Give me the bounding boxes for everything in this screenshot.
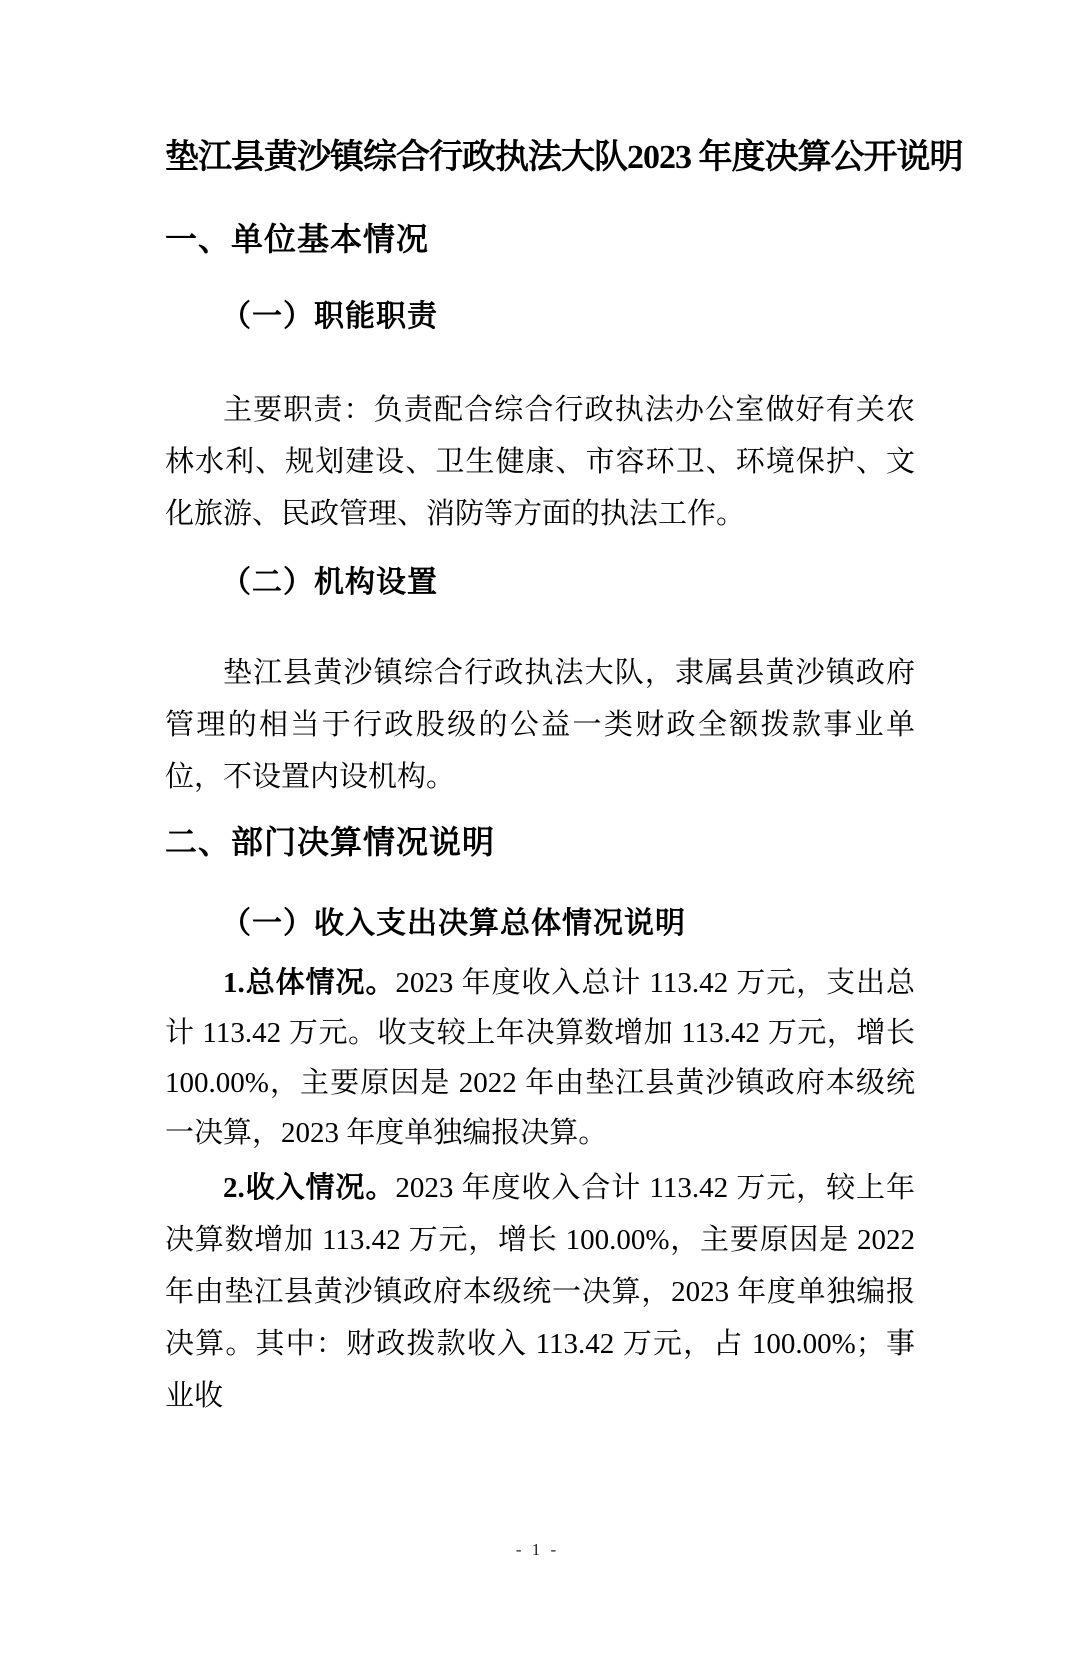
overall-situation-lead: 1.总体情况。 bbox=[223, 967, 396, 999]
page-number: - 1 - bbox=[515, 1540, 560, 1559]
section-1-sub-1-paragraph: 主要职责：负责配合综合行政执法办公室做好有关农林水利、规划建设、卫生健康、市容环卫、环境保护、文化旅游、民政管理、消防等方面的执法工作。 bbox=[165, 394, 915, 530]
section-2-heading: 二、部门决算情况说明 bbox=[165, 824, 496, 860]
section-1-sub-2-paragraph: 垫江县黄沙镇综合行政执法大队，隶属县黄沙镇政府管理的相当于行政股级的公益一类财政全额拨款事业单位，不设置内设机构。 bbox=[165, 657, 915, 793]
document-canvas bbox=[0, 136, 1075, 1656]
section-2-sub-1-heading: （一）收入支出决算总体情况说明 bbox=[221, 907, 686, 940]
overall-situation-paragraph bbox=[165, 958, 915, 1158]
income-situation-lead: 2.收入情况。 bbox=[223, 1172, 396, 1204]
income-situation-paragraph bbox=[165, 1162, 915, 1422]
section-1-sub-2-heading: （二）机构设置 bbox=[221, 566, 438, 599]
document-title: 垫江县黄沙镇综合行政执法大队2023 年度决算公开说明 bbox=[165, 139, 963, 176]
section-1-heading: 一、单位基本情况 bbox=[165, 221, 430, 257]
section-1-sub-1-heading: （一）职能职责 bbox=[221, 300, 438, 333]
overall-situation-text: 2023 年度收入总计 113.42 万元，支出总计 113.42 万元。收支较上年决算数增加 113.42 万元，增长 100.00%，主要原因是 2022 年由垫江县黄沙镇政府本级统一决算，2023 年度单独编报决算。 bbox=[165, 967, 915, 1149]
document-page bbox=[0, 136, 1075, 1656]
income-situation-text: 2023 年度收入合计 113.42 万元，较上年决算数增加 113.42 万元，增长 100.00%，主要原因是 2022 年由垫江县黄沙镇政府本级统一决算，2023 年度单独编报决算。其中：财政拨款收入 113.42 万元，占 100.00%；事业收 bbox=[165, 1172, 915, 1412]
